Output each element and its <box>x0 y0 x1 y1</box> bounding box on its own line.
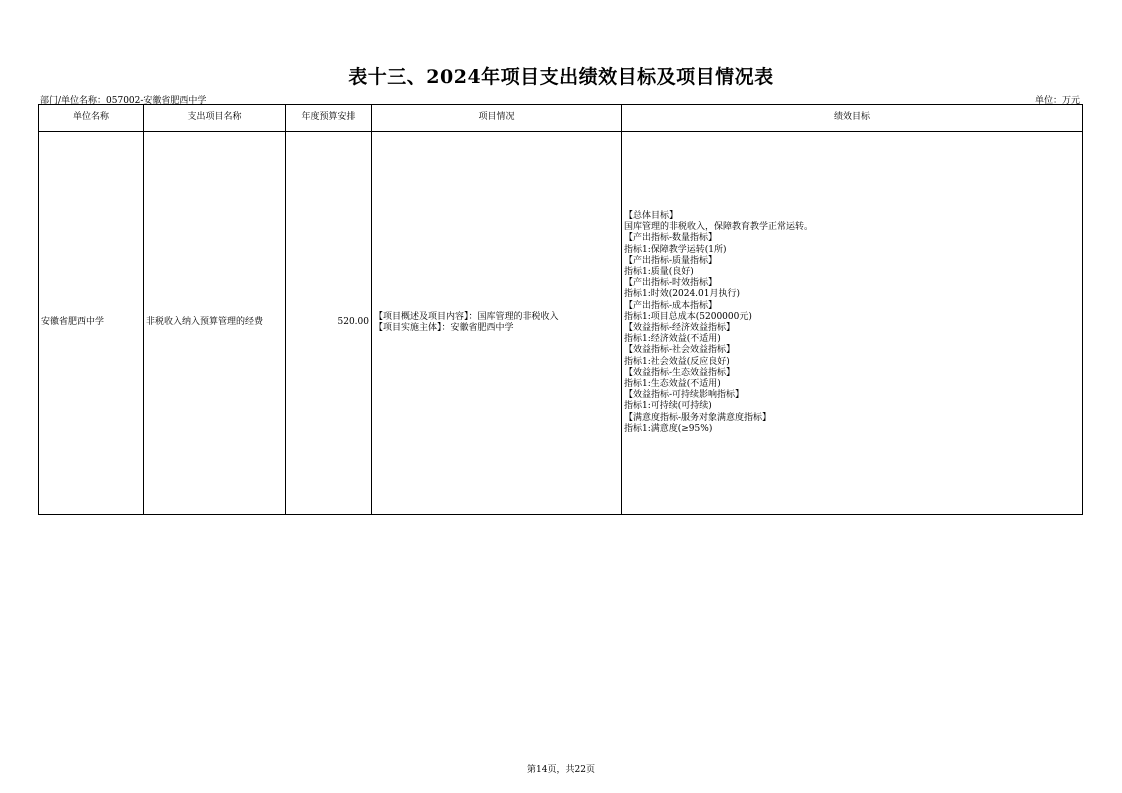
performance-table <box>38 104 1083 515</box>
project-info-line: 【项目概述及项目内容】：国库管理的非税收入 <box>374 311 559 322</box>
cell-unit-name: 安徽省肥西中学 <box>39 132 144 515</box>
header-project-info: 项目情况 <box>372 105 622 132</box>
performance-line: 【产出指标-时效指标】 <box>624 278 718 289</box>
unit-label: 单位：万元 <box>1034 96 1080 106</box>
performance-line: 指标1:保障教学运转(1所) <box>624 244 727 255</box>
department-label: 部门/单位名称：057002-安徽省肥西中学 <box>40 96 207 106</box>
performance-line: 指标1:项目总成本(5200000元) <box>624 311 752 322</box>
performance-line: 【效益指标-经济效益指标】 <box>624 323 736 333</box>
performance-line: 【产出指标-数量指标】 <box>624 233 718 244</box>
cell-project-name: 非税收入纳入预算管理的经费 <box>144 132 286 515</box>
header-budget: 年度预算安排 <box>286 105 372 132</box>
performance-line: 【效益指标-社会效益指标】 <box>624 345 736 356</box>
performance-line: 国库管理的非税收入，保障教育教学正常运转。 <box>624 222 814 233</box>
performance-line: 指标1:质量(良好) <box>624 266 694 277</box>
performance-line: 指标1:时效(2024.01月执行) <box>624 289 740 300</box>
performance-line: 【产出指标-成本指标】 <box>624 300 718 311</box>
performance-line: 【效益指标-可持续影响指标】 <box>624 390 745 401</box>
page-number: 第14页，共22页 <box>527 765 595 775</box>
performance-line: 【满意度指标-服务对象满意度指标】 <box>624 412 772 423</box>
header-unit-name: 单位名称 <box>39 105 144 132</box>
performance-line: 指标1:社会效益(反应良好) <box>624 356 730 367</box>
cell-project-info <box>372 132 622 515</box>
performance-line: 指标1:经济效益(不适用) <box>624 334 721 345</box>
performance-line: 【效益指标-生态效益指标】 <box>624 367 736 378</box>
performance-line: 指标1:满意度(≥95%) <box>624 423 713 434</box>
performance-line: 【总体目标】 <box>624 210 679 221</box>
project-info-line: 【项目实施主体】：安徽省肥西中学 <box>374 323 514 333</box>
table-row <box>39 132 1083 515</box>
performance-line: 指标1:生态效益(不适用) <box>624 379 721 390</box>
header-project-name: 支出项目名称 <box>144 105 286 132</box>
table-header-row <box>39 105 1083 132</box>
cell-performance <box>622 132 1083 515</box>
cell-budget: 520.00 <box>286 132 372 515</box>
header-performance: 绩效目标 <box>622 105 1083 132</box>
performance-line: 指标1:可持续(可持续) <box>624 401 712 412</box>
page-title: 表十三、2024年项目支出绩效目标及项目情况表 <box>348 66 774 88</box>
performance-line: 【产出指标-质量指标】 <box>624 255 718 266</box>
